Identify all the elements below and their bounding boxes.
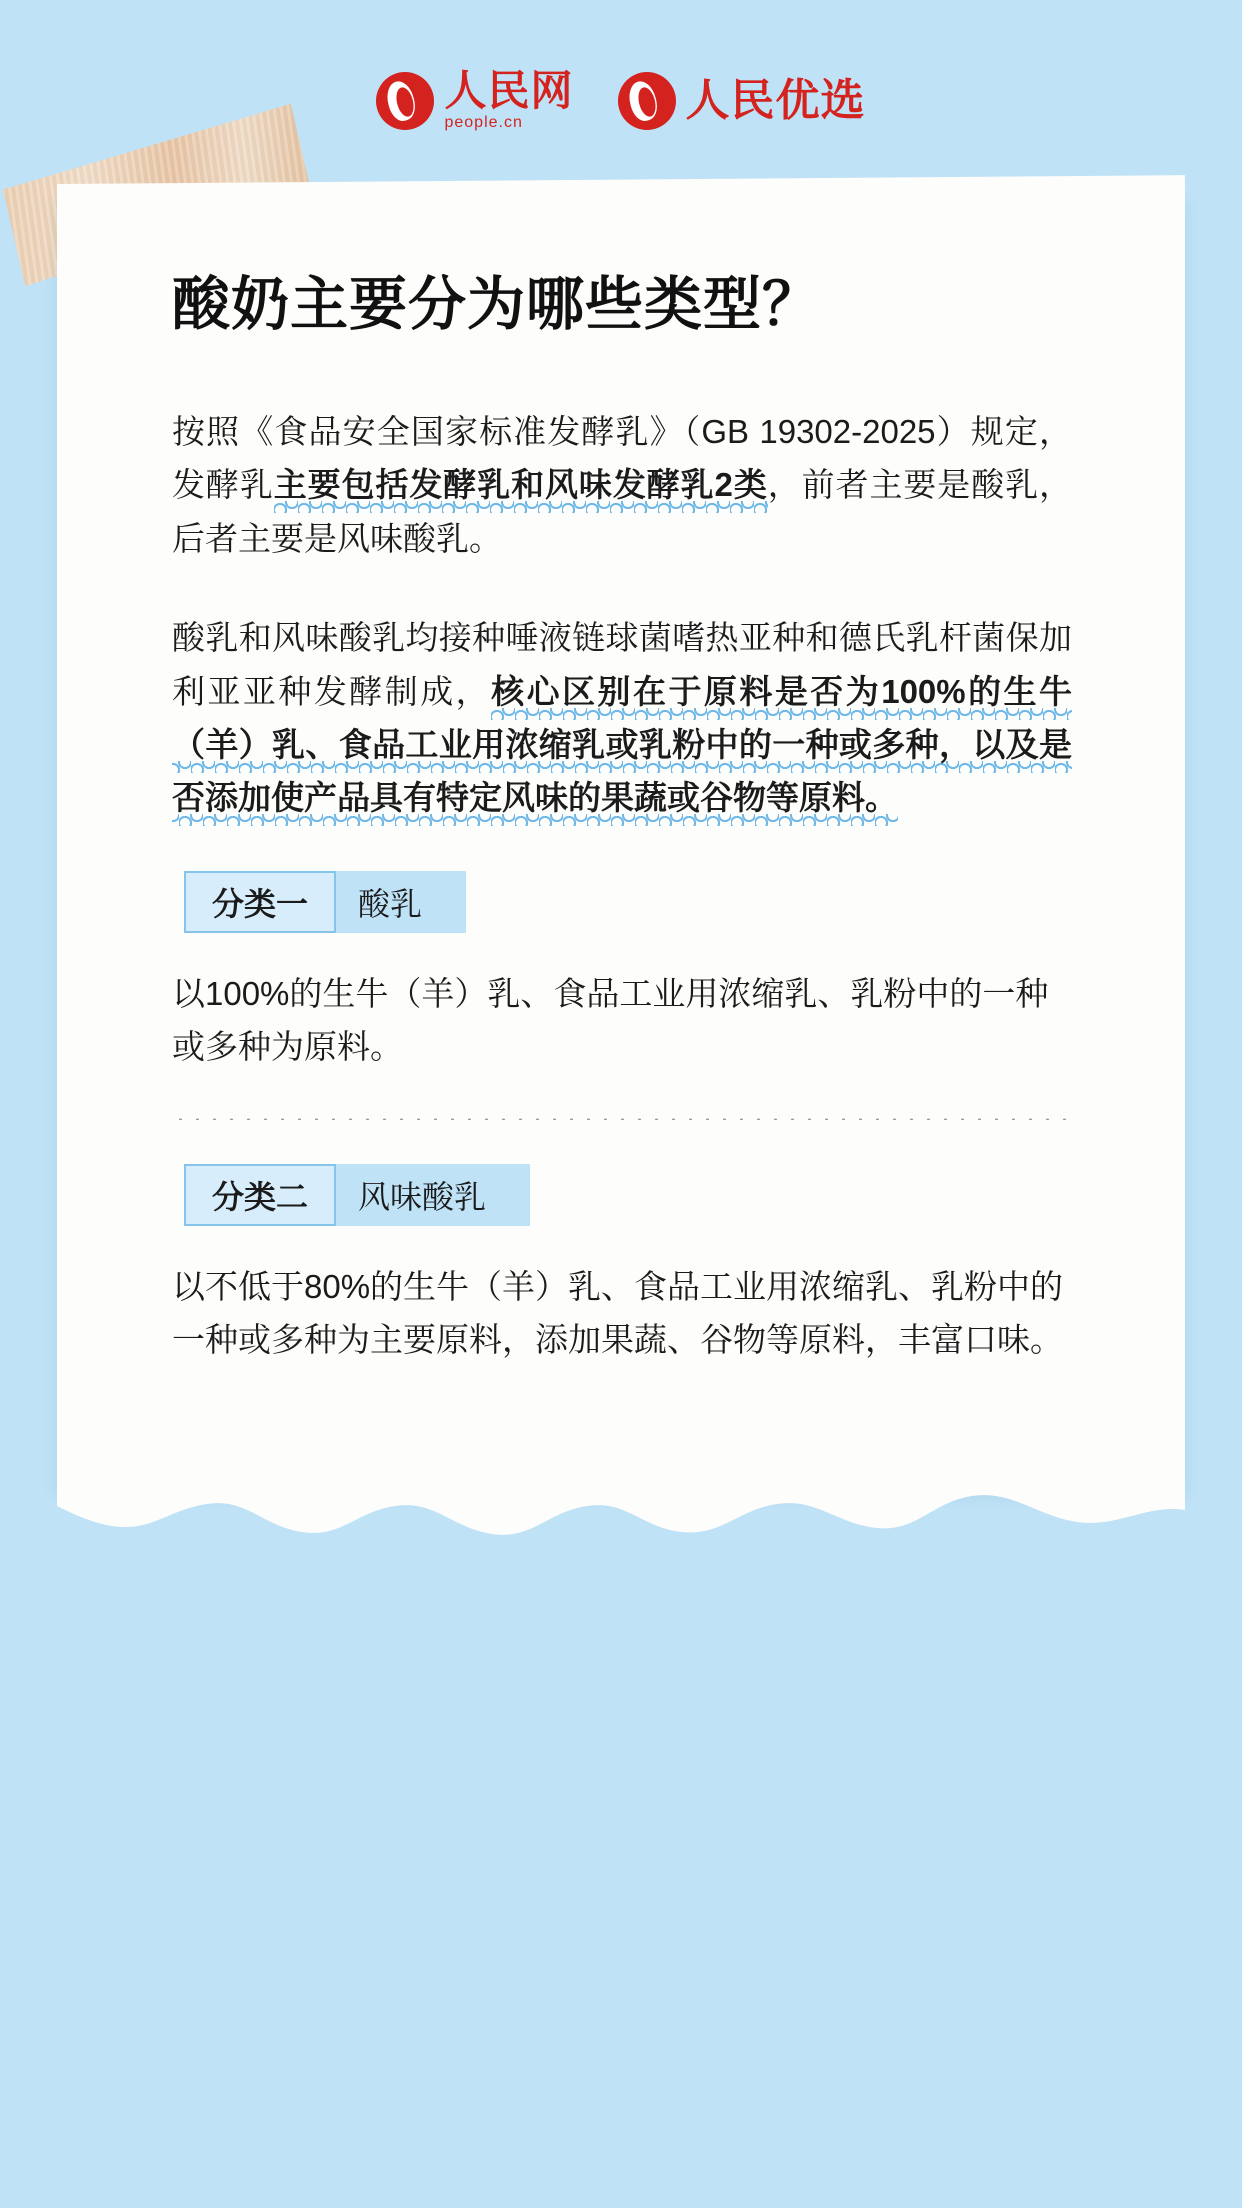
people-cn-logo-cn: 人民网 <box>444 66 574 114</box>
paragraph-1-part-3: ，前者主要是酸乳，后者主要是风味酸乳。 <box>172 466 1073 557</box>
section-divider <box>172 1118 1072 1120</box>
site-header <box>0 56 1242 146</box>
paragraph-1-part-1: 按照《食品安全国家标准发酵乳》（GB 19302-2025）规定，发酵乳 <box>172 412 1072 504</box>
page-title: 酸奶主要分为哪些类型？ <box>172 272 822 337</box>
people-flame-icon <box>376 72 434 130</box>
category-1-name: 酸乳 <box>336 871 466 933</box>
paper-torn-edge <box>57 1470 1185 1582</box>
people-youxuan-logo[interactable] <box>618 72 866 130</box>
category-2-index: 分类二 <box>184 1164 336 1226</box>
people-youxuan-logo-text <box>685 75 866 125</box>
category-1-index: 分类一 <box>184 871 336 933</box>
category-2-name: 风味酸乳 <box>336 1164 530 1226</box>
people-cn-logo[interactable] <box>376 66 574 133</box>
paragraph-1 <box>172 405 1072 565</box>
paragraph-2 <box>172 611 1072 825</box>
people-cn-logo-text <box>444 66 574 133</box>
paragraph-2-highlight: 核心区别在于原料是否为100%的生牛（羊）乳、食品工业用浓缩乳或乳粉中的一种或多种，以及是否添加使产品具有特定风味的果蔬或谷物等原料。 <box>172 673 1072 827</box>
category-banner-1 <box>184 871 466 933</box>
category-2-body: 以不低于80%的生牛（羊）乳、食品工业用浓缩乳、乳粉中的一种或多种为主要原料，添加果蔬、谷物等原料，丰富口味。 <box>172 1267 1064 1359</box>
article-card <box>57 196 1185 1492</box>
youxuan-flame-icon <box>618 72 676 130</box>
article-content <box>172 270 1072 1367</box>
paragraph-1-highlight: 主要包括发酵乳和风味发酵乳2类 <box>274 466 768 513</box>
paragraph-2-part-1: 酸乳和风味酸乳均接种唾液链球菌嗜热亚种和德氏乳杆菌保加利亚亚种发酵制成， <box>172 619 1072 710</box>
category-1-body: 以100%的生牛（羊）乳、食品工业用浓缩乳、乳粉中的一种或多种为原料。 <box>172 974 1049 1066</box>
people-youxuan-logo-cn: 人民优选 <box>685 75 866 125</box>
people-cn-logo-en: people.cn <box>444 114 523 132</box>
category-banner-2 <box>184 1164 530 1226</box>
